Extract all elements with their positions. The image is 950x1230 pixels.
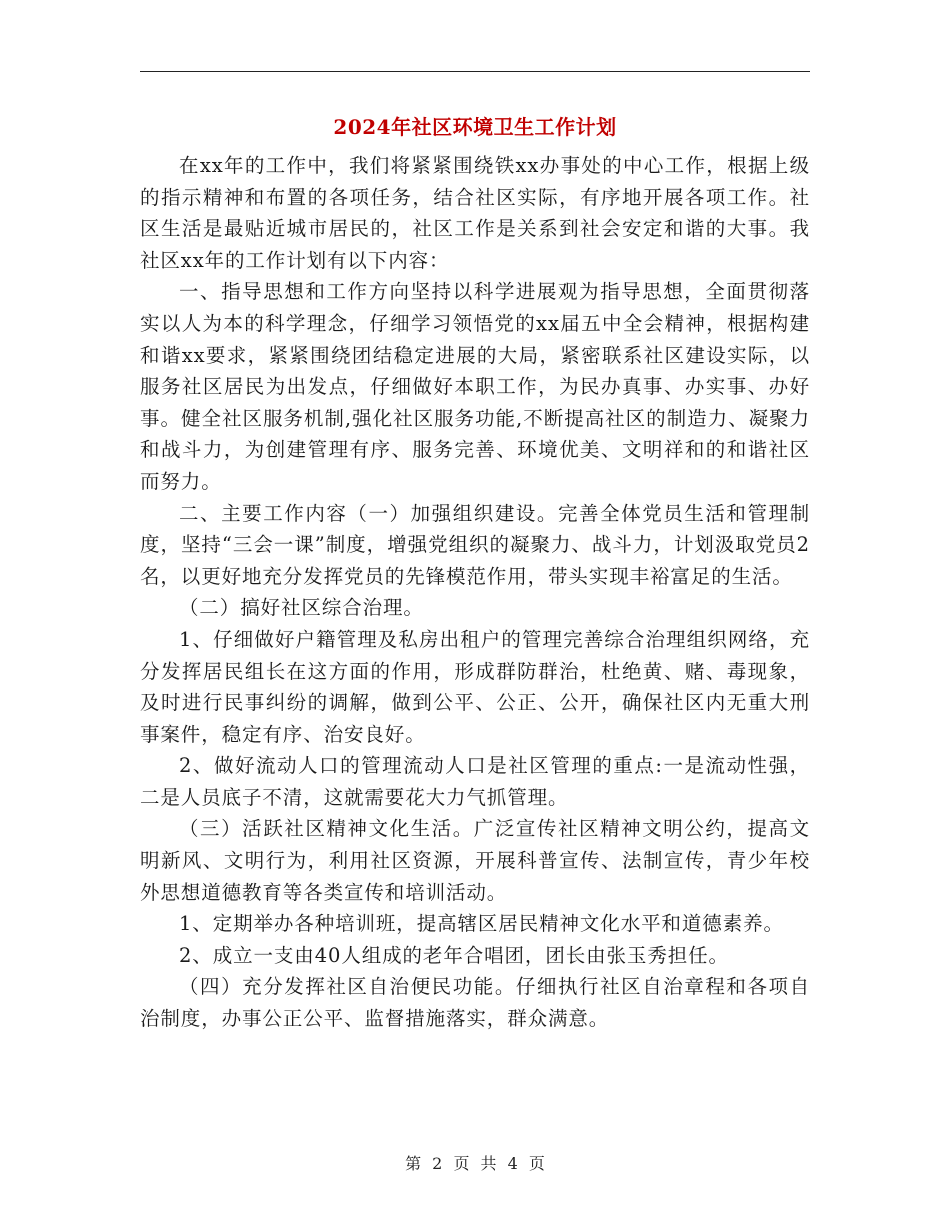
paragraph-comprehensive-governance: （二）搞好社区综合治理。	[179, 596, 424, 620]
paragraph-floating-population: 2、做好流动人口的管理流动人口是社区管理的重点:一是流动性强，二是人员底子不清，这就需要花大力气抓管理。	[140, 754, 810, 809]
paragraph-main-work: 二、主要工作内容（一）加强组织建设。完善全体党员生活和管理制度，坚持“三会一课”制度，增强党组织的凝聚力、战斗力，计划汲取党员2名，以更好地充分发挥党员的先锋模范作用，带头实现丰裕富足的生活。	[140, 501, 810, 588]
paragraph-choir: 2、成立一支由40人组成的老年合唱团，团长由张玉秀担任。	[179, 943, 729, 967]
paragraph-cultural-life: （三）活跃社区精神文化生活。广泛宣传社区精神文明公约，提高文明新风、文明行为，利用社区资源，开展科普宣传、法制宣传，青少年校外思想道德教育等各类宣传和培训活动。	[140, 817, 810, 904]
page-number-footer: 第 2 页 共 4 页	[405, 1154, 545, 1173]
paragraph-training-classes: 1、定期举办各种培训班，提高辖区居民精神文化水平和道德素养。	[179, 912, 784, 936]
document-title: 2024年社区环境卫生工作计划	[333, 115, 617, 139]
paragraph-intro: 在xx年的工作中，我们将紧紧围绕铁xx办事处的中心工作，根据上级的指示精神和布置的各项任务，结合社区实际，有序地开展各项工作。社区生活是最贴近城市居民的，社区工作是关系到社会安定和谐的大事。我社区xx年的工作计划有以下内容：	[140, 154, 810, 272]
header-rule	[140, 71, 810, 72]
paragraph-self-governance: （四）充分发挥社区自治便民功能。仔细执行社区自治章程和各项自治制度，办事公正公平、监督措施落实，群众满意。	[140, 975, 810, 1031]
paragraph-guiding-ideology: 一、指导思想和工作方向坚持以科学进展观为指导思想，全面贯彻落实以人为本的科学理念，仔细学习领悟党的xx届五中全会精神，根据构建和谐xx要求，紧紧围绕团结稳定进展的大局，紧密联系社区建设实际，以服务社区居民为出发点，仔细做好本职工作，为民办真事、办实事、办好事。健全社区服务机制,强化社区服务功能,不断提高社区的制造力、凝聚力和战斗力，为创建管理有序、服务完善、环境优美、文明祥和的和谐社区而努力。	[140, 280, 810, 493]
document-body	[140, 150, 810, 1035]
paragraph-household-management: 1、仔细做好户籍管理及私房出租户的管理完善综合治理组织网络，充分发挥居民组长在这方面的作用，形成群防群治，杜绝黄、赌、毒现象，及时进行民事纠纷的调解，做到公平、公正、公开，确保社区内无重大刑事案件，稳定有序、治安良好。	[140, 627, 810, 746]
